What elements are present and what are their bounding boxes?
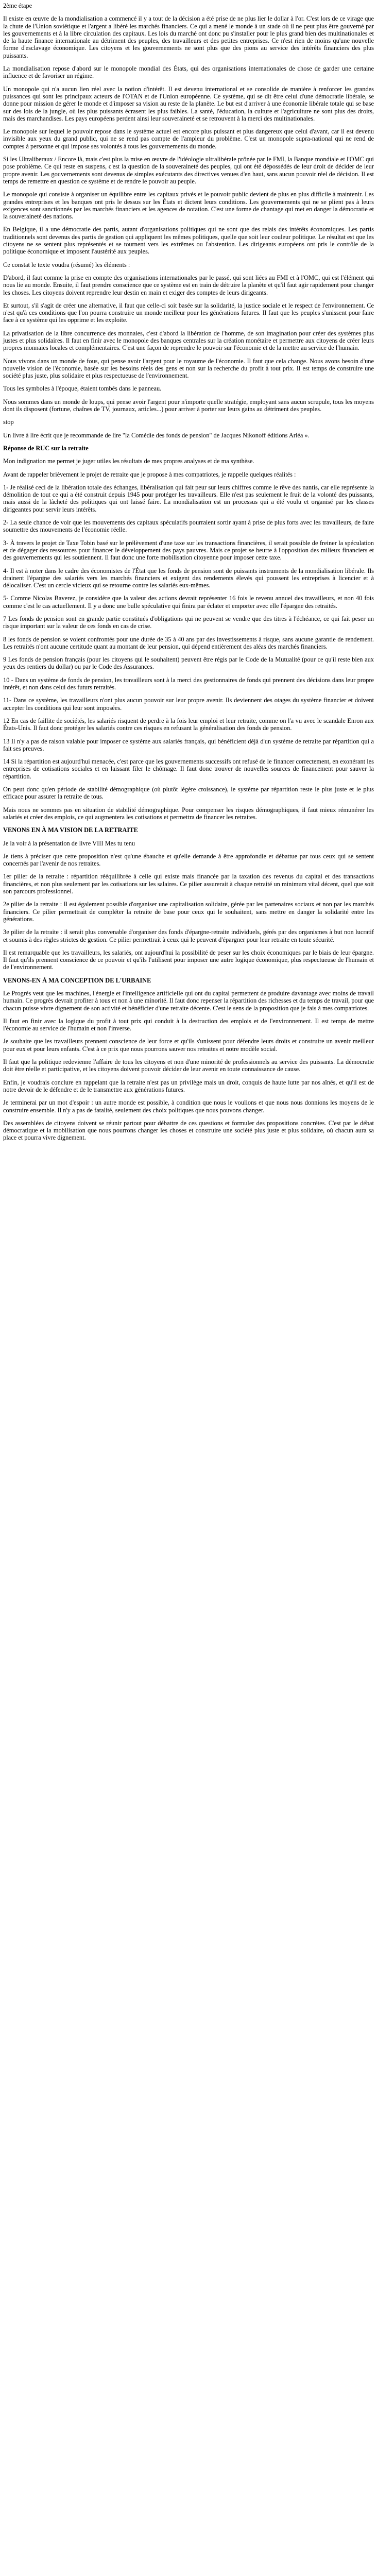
paragraph: stop (3, 418, 14, 426)
paragraph: Et surtout, s'il s'agit de créer une alternative, il faut que celle-ci soit basée sur la solidarité, la justice sociale et le respect de l'environnement. Ce n'est qu'à ces conditions que l'on pourra construire un monde meilleur pour les générations futures. Il faut que les peuples s'unissent pour faire face à ce système qui les opprime et les exploite. (3, 301, 374, 324)
paragraph: 8 les fonds de pension se voient confrontés pour une durée de 35 à 40 ans par des investissements à risque, sans aucune garantie de rendement. Les retraités n'ont aucune certitude quant au montant de leur pension, qui dépend entièrement des aléas des marchés financiers. (3, 635, 374, 650)
paragraph: 10 - Dans un système de fonds de pension, les travailleurs sont à la merci des gestionnaires de fonds qui prennent des décisions dans leur propre intérêt, et non dans celui des futurs retraités. (3, 676, 374, 691)
paragraph: Si les Ultraliberaux / Encore là, mais c'est plus la mise en œuvre de l'idéologie ultralibérale prônée par le FMI, la Banque mondiale et l'OMC qui pose problème. Ce qui reste en suspens, c'est la question de la souveraineté des peuples, qui ont été dépossédés de leur droit de décider de leur propre avenir. Les gouvernements sont devenus de simples exécutants des directives venues d'en haut, sans aucun pouvoir réel de décision. Il est temps de remettre en question ce système et de rendre le pouvoir au peuple. (3, 156, 374, 185)
paragraph: 9 Les fonds de pension français (pour les citoyens qui le souhaitent) peuvent être régis par le Code de la Mutualité (pour ce qu'il reste bien aux yeux des rentiers du dollar) ou par le Code des Assurances. (3, 656, 374, 671)
paragraph: 1- Je réalisé ceci de la libération totale des échanges, libéralisation qui fait peur sur leurs chiffres comme le rêve des nantis, car elle représente la démolition de tout ce qui a été construit depuis 1945 pour protéger les travailleurs. Elle n'est pas seulement le fruit de la volonté des puissants, mais aussi de la lâcheté des politiques qui ont laissé faire. La mondialisation est un processus qui a été voulu et organisé par les classes dirigeantes pour servir leurs intérêts. (3, 483, 374, 513)
paragraph: Mon indignation me permet je juger utiles les résultats de mes propres analyses et de ma synthèse. (3, 457, 254, 465)
paragraph: La mondialisation repose d'abord sur le monopole mondial des États, qui des organisations internationales de chose de garder une certaine influence et de favoriser un régime. (3, 65, 374, 80)
paragraph: Le monopole qui consiste à organiser un équilibre entre les capitaux privés et le pouvoir public devient de plus en plus difficile à maintenir. Les grandes entreprises et les banques ont pris le dessus sur les États et dictent leurs conditions. Les gouvernements qui ne se plient pas à leurs exigences sont sanctionnés par les marchés financiers et les agences de notation. C'est une forme de chantage qui met en danger la démocratie et la souveraineté des nations. (3, 191, 374, 221)
paragraph: En Belgique, il a une démocratie des partis, autant d'organisations politiques qui ne sont que des relais des intérêts économiques. Les partis traditionnels sont devenus des partis de gestion qui appliquent les mêmes politiques, quelle que soit leur couleur politique. Le résultat est que les citoyens ne se sentent plus représentés et se tournent vers les extrêmes ou l'abstention. Les dirigeants européens ont pris le contrôle de la politique économique et imposent l'austérité aux peuples. (3, 226, 374, 256)
paragraph: 4- Il est à noter dans le cadre des économistes de l'État que les fonds de pension sont de puissants instruments de la mondialisation libérale. Ils drainent l'épargne des salariés vers les marchés financiers et exigent des rendements élevés qui poussent les entreprises à licencier et à délocaliser. C'est un cercle vicieux qui se retourne contre les salariés eux-mêmes. (3, 567, 374, 589)
paragraph: 12 En cas de faillite de sociétés, les salariés risquent de perdre à la fois leur emploi et leur retraite, comme on l'a vu avec le scandale Enron aux États-Unis. Il faut donc protéger les salariés contre ces risques en refusant la généralisation des fonds de pension. (3, 717, 374, 732)
paragraph: Il faut que la politique redevienne l'affaire de tous les citoyens et non d'une minorité de professionnels au service des puissants. La démocratie doit être réelle et participative, et les citoyens doivent pouvoir décider de leur avenir en toute connaissance de cause. (3, 1058, 374, 1073)
paragraph: Il existe en œuvre de la mondialisation a commencé il y a tout de la décision a été prise de ne plus lier le dollar à l'or. C'est lors de ce virage que la chute de l'Union soviétique et l'argent a libéré les marchés financiers. Ce qui a mené le monde à un stade où il ne peut plus être gouverné par les gouvernements et à la libre circulation des capitaux. Les lois du marché ont donc pu s'installer pour le plus grand bien des multinationales et de la haute finance internationale au détriment des peuples, des travailleurs et des petites entreprises. Ce n'est rien de moins qu'une nouvelle forme d'esclavage économique. Les citoyens et les gouvernements ne sont plus que des pions au service des intérêts financiers des plus puissants. (3, 15, 374, 59)
paragraph: 2- La seule chance de voir que les mouvements des capitaux spéculatifs pourraient sortir ayant à prise de plus forts avec les travailleurs, de faire soumettre des mouvements de l'économie réelle. (3, 519, 374, 534)
paragraph: 2e pilier de la retraite : Il est également possible d'organiser une capitalisation solidaire, gérée par les partenaires sociaux et non par les marchés financiers. Ce pilier permettrait de compléter la retraite de base pour ceux qui le souhaitent, sans mettre en danger la solidarité entre les générations. (3, 901, 374, 923)
paragraph: Un monopole qui n'a aucun lien réel avec la notion d'intérêt. Il est devenu international et se consolide de manière à renforcer les grandes puissances qui sont les principaux acteurs de l'OTAN et de l'Union européenne. Ce système, qui se dit être celui d'une démocratie libérale, se donne pour mission de gérer le monde et d'imposer sa vision au reste de la planète. Le but est d'arriver à une économie libérale totale qui se base sur des lois de la jungle, où les plus puissants écrasent les plus faibles. La santé, l'éducation, la culture et l'agriculture ne sont plus des droits, mais des marchandises. Les pays européens perdent ainsi leur souveraineté et se retrouvent à la merci des multinationales. (3, 85, 374, 122)
section-title: VENONS-EN À MA CONCEPTION DE L'URBAINE (3, 976, 151, 984)
paragraph: 13 Il n'y a pas de raison valable pour imposer ce système aux salariés français, qui bénéficient déjà d'un système de retraite par répartition qui a fait ses preuves. (3, 737, 374, 752)
paragraph: 1er pilier de la retraite : répartition rééquilibrée à celle qui existe mais financée par la taxation des revenus du capital et des transactions financières, et non plus seulement par les cotisations sur les salaires. Ce pilier assurerait à chaque retraité un minimum vital décent, quel que soit son parcours professionnel. (3, 873, 374, 895)
paragraph: 11- Dans ce système, les travailleurs n'ont plus aucun pouvoir sur leur propre avenir. Ils deviennent des otages du système financier et doivent accepter les conditions qui leur sont imposées. (3, 697, 374, 711)
paragraph: 7 Les fonds de pension sont en grande partie constitués d'obligations qui ne peuvent se vendre que des titres à l'échéance, ce qui fait peser un risque important sur la valeur de ces fonds en cas de crise. (3, 615, 374, 630)
paragraph: 14 Si la répartition est aujourd'hui menacée, c'est parce que les gouvernements successifs ont refusé de le financer correctement, en exonérant les entreprises de cotisations sociales et en laissant filer le chômage. Il faut donc trouver de nouvelles sources de financement pour sauver la répartition. (3, 758, 374, 780)
paragraph: 5- Comme Nicolas Baverez, je considère que la valeur des actions devrait représenter 16 fois le revenu annuel des travailleurs, et non 40 fois comme c'est le cas actuellement. Il y a donc une bulle spéculative qui finira par éclater et emporter avec elle l'épargne des retraités. (3, 595, 374, 609)
paragraph: 2ème étape (3, 2, 32, 9)
paragraph: Avant de rappeler brièvement le projet de retraite que je propose à mes compatriotes, je rappelle quelques réalités : (3, 470, 296, 478)
paragraph: Un livre à lire écrit que je recommande de lire "la Comédie des fonds de pension" de Jacques Nikonoff éditions Arléa ». (3, 431, 310, 439)
document-page (0, 0, 377, 1158)
section-title: VENONS EN À MA VISION DE LA RETRAITE (3, 826, 138, 834)
paragraph: Nous vivons dans un monde de fous, qui pense avoir l'argent pour le royaume de l'économie. Il faut que cela change. Nous avons besoin d'une nouvelle vision de l'économie, basée sur les besoins réels des gens et non sur la recherche du profit à tout prix. Il est temps de construire une société plus juste, plus solidaire et plus respectueuse de l'environnement. (3, 357, 374, 380)
paragraph: La privatisation de la libre concurrence des monnaies, c'est d'abord la libération de l'homme, de son imagination pour créer des systèmes plus justes et plus solidaires. Il faut en finir avec le monopole des banques centrales sur la création monétaire et permettre aux citoyens de créer leurs propres monnaies locales et complémentaires. C'est une façon de reprendre le pouvoir sur l'économie et de la mettre au service de l'humain. (3, 329, 374, 352)
paragraph: Des assemblées de citoyens doivent se réunir partout pour débattre de ces questions et formuler des propositions concrètes. C'est par le débat démocratique et la mobilisation que nous pourrons changer les choses et construire une société plus juste et plus solidaire, où chacun aura sa place et pourra vivre dignement. (3, 1119, 374, 1142)
paragraph: Je souhaite que les travailleurs prennent conscience de leur force et qu'ils s'unissent pour défendre leurs droits et construire un avenir meilleur pour eux et pour leurs enfants. C'est à ce prix que nous pourrons sauver nos retraites et notre modèle social. (3, 1038, 374, 1053)
paragraph: Tous les symboles à l'époque, étaient tombés dans le panneau. (3, 385, 162, 393)
paragraph: Ce constat le texte voudra (résumé) les éléments : (3, 261, 130, 268)
paragraph: Le monopole sur lequel le pouvoir repose dans le système actuel est encore plus puissant et plus dangereux que celui d'avant, car il est devenu invisible aux yeux du grand public, qui ne se rend pas compte de l'ampleur du problème. C'est un monopole supra-national qui ne rend de comptes à personne et qui impose ses volontés à tous les gouvernements du monde. (3, 128, 374, 150)
paragraph: 3- À travers le projet de Taxe Tobin basé sur le prélèvement d'une taxe sur les transactions financières, il serait possible de freiner la spéculation et de dégager des ressources pour financer le développement des pays pauvres. Mais ce projet se heurte à l'opposition des milieux financiers et des gouvernements qui les soutiennent. Il faut donc une forte mobilisation citoyenne pour imposer cette taxe. (3, 539, 374, 562)
paragraph: Je tiens à préciser que cette proposition n'est qu'une ébauche et qu'elle demande à être approfondie et débattue par tous ceux qui se sentent concernés par l'avenir de nos retraites. (3, 852, 374, 868)
paragraph: Le Progrès veut que les machines, l'énergie et l'intelligence artificielle qui ont du capital permettent de produire davantage avec moins de travail humain. Ce progrès devrait profiter à tous et non à une minorité. Il faut donc repenser la répartition des richesses et du temps de travail, pour que chacun puisse vivre dignement de son activité et bénéficier d'une retraite décente. C'est le sens de la proposition que je fais à mes compatriotes. (3, 989, 374, 1012)
paragraph: D'abord, il faut comme la prise en compte des organisations internationales par le passé, qui sont liées au FMI et à l'OMC, qui est l'élément qui nous lie au monde. Ensuite, il faut prendre conscience que ce système est en train de détruire la planète et qu'il faut agir rapidement pour changer les choses. Les citoyens doivent reprendre leur destin en main et exiger des comptes de leurs dirigeants. (3, 274, 374, 296)
paragraph: Je la voir à la présentation de livre VIII Mes tu tenu (3, 839, 135, 847)
paragraph: 3e pilier de la retraite : il serait plus convenable d'organiser des fonds d'épargne-retraite individuels, gérés par des organismes à but non lucratif et soumis à des règles strictes de gestion. Ce pilier permettrait à ceux qui le peuvent d'épargner pour leur retraite en toute sécurité. (3, 928, 374, 943)
section-title: Réponse de RUC sur la retraite (3, 444, 89, 452)
paragraph: Enfin, je voudrais conclure en rappelant que la retraite n'est pas un privilège mais un droit, conquis de haute lutte par nos aînés, et qu'il est de notre devoir de le défendre et de le transmettre aux générations futures. (3, 1078, 374, 1093)
paragraph: Mais nous ne sommes pas en situation de stabilité démographique. Pour compenser les risques démographiques, il faut mieux rémunérer les salariés et créer des emplois, ce qui augmentera les cotisations et permettra de financer les retraites. (3, 806, 374, 821)
paragraph: Je terminerai par un mot d'espoir : un autre monde est possible, à condition que nous le voulions et que nous nous donnions les moyens de le construire ensemble. Il n'y a pas de fatalité, seulement des choix politiques que nous pouvons changer. (3, 1099, 374, 1114)
paragraph: Il faut en finir avec la logique du profit à tout prix qui conduit à la destruction des emplois et de l'environnement. Il est temps de mettre l'économie au service de l'humain et non l'inverse. (3, 1017, 374, 1032)
paragraph: Il est remarquable que les travailleurs, les salariés, ont aujourd'hui la possibilité de peser sur les choix économiques par le biais de leur épargne. Il faut qu'ils prennent conscience de ce pouvoir et qu'ils l'utilisent pour imposer une autre logique économique, plus respectueuse de l'humain et de l'environnement. (3, 948, 374, 971)
paragraph: On peut donc qu'en période de stabilité démographique (où plutôt légère croissance), le système par répartition reste le plus juste et le plus efficace pour assurer la retraite de tous. (3, 786, 374, 801)
paragraph: Nous sommes dans un monde de loups, qui pense avoir l'argent pour n'importe quelle stratégie, employant sans aucun scrupule, tous les moyens dont ils disposent (fortune, chaînes de TV, journaux, articles...) pour arriver à porter sur leurs gains au détriment des peuples. (3, 398, 374, 413)
